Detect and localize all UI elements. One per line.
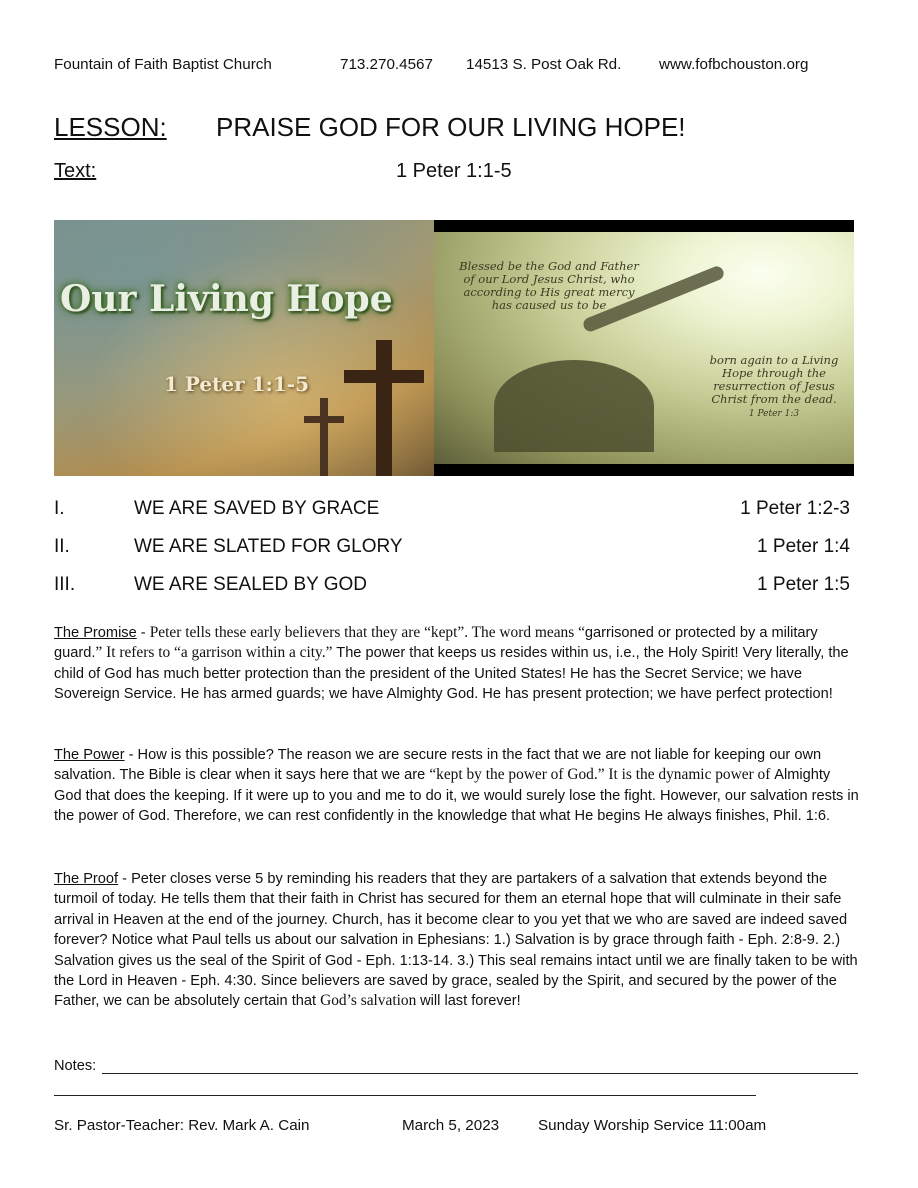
banner-reference: 1 Peter 1:1-5 — [164, 372, 309, 396]
paragraph-text: - — [136, 625, 150, 641]
paragraph-promise — [54, 623, 860, 705]
scripture-text-row — [54, 160, 512, 183]
church-website: www.fofbchouston.org — [659, 56, 809, 73]
notes-label: Notes: — [54, 1058, 97, 1074]
lesson-title: PRAISE GOD FOR OUR LIVING HOPE! — [216, 112, 686, 142]
banner-left-panel — [54, 220, 434, 476]
paragraph-text: will last forever! — [420, 993, 521, 1010]
paragraph-text: - Peter closes verse 5 by reminding his readers that they are partakers of a salvation that extends beyond the turmoil of today. He tells them that their faith in Christ has secured for them an eternal hope that will culminate in their safe arrival in Heaven at the end of the journey. Church, has it become clear to you yet that we who are saved are indeed saved forever? Notice what Paul tells us about our salvation in Ephesians: 1.) Salvation is by grace through faith - Eph. 2:8-9. 2.) Salvation gives us the seal of the Spirit of God - Eph. 1:13-14. 3.) This seal remains intact until we are finally taken to be with the Lord in Heaven - Eph. 4:30. Since believers are saved by grace, sealed by the Spirit, and secured by the power of the Father, we can be absolutely certain that — [54, 871, 858, 1010]
paragraph-power — [54, 745, 860, 827]
paragraph-lead: The Power — [54, 747, 125, 763]
outline-heading: WE ARE SAVED BY GRACE — [134, 498, 380, 519]
reaching-figure-icon — [494, 360, 654, 452]
crosses-icon — [54, 220, 434, 476]
outline-number: II. — [54, 536, 70, 557]
paragraph-text: - How is this possible? The reason we are secure rests in the fact that we are not liable for keeping our own salvation. The Bible is clear when it says here that we are — [54, 747, 822, 784]
text-label: Text: — [54, 160, 97, 182]
outline-reference: 1 Peter 1:4 — [757, 536, 850, 557]
service-date: March 5, 2023 — [402, 1117, 500, 1134]
lesson-heading — [54, 112, 686, 143]
lesson-banner-image — [54, 220, 854, 476]
paragraph-text: Almighty God that does the keeping. If it were up to you and me to do it, we would surely lose the fight. However, our salvation rests in the power of God. Therefore, we can rest confidently in the knowledge that what He begins He always finishes, Phil. 1:6. — [54, 767, 859, 825]
page-footer — [54, 1117, 766, 1134]
paragraph-lead: The Promise — [54, 625, 137, 641]
paragraph-proof — [54, 869, 860, 1012]
outline-reference: 1 Peter 1:2-3 — [740, 498, 850, 519]
church-phone: 713.270.4567 — [340, 56, 433, 73]
church-address: 14513 S. Post Oak Rd. — [466, 56, 622, 73]
pastor-name: Sr. Pastor-Teacher: Rev. Mark A. Cain — [54, 1117, 310, 1134]
notes-line — [102, 1073, 858, 1074]
outline-heading: WE ARE SLATED FOR GLORY — [134, 536, 403, 557]
banner-verse-citation: 1 Peter 1:3 — [748, 409, 800, 419]
paragraph-lead: The Proof — [54, 871, 119, 887]
church-name: Fountain of Faith Baptist Church — [54, 56, 272, 73]
church-header — [54, 56, 808, 73]
paragraph-text: ” It refers to “a garrison within a city.” — [95, 644, 337, 662]
banner-verse-top: Blessed be the God and Father of our Lord Jesus Christ, who according to His great mercy has caused us to be — [459, 259, 639, 312]
outline-reference: 1 Peter 1:5 — [757, 574, 850, 595]
lesson-label: LESSON: — [54, 112, 167, 142]
outline-heading: WE ARE SEALED BY GOD — [134, 574, 368, 595]
service-time: Sunday Worship Service 11:00am — [538, 1117, 767, 1134]
text-reference: 1 Peter 1:1-5 — [396, 160, 512, 182]
outline-number: III. — [54, 574, 76, 595]
paragraph-text: “kept by the power of God.” It is the dynamic power of — [429, 766, 775, 784]
paragraph-text: The power that keeps us resides within us, i.e., the Holy Spirit! Very literally, the child of God has much better protection than the president of the United States! He has the Secret Service; we have Sovereign Service. He has armed guards; we have Almighty God. He has present protection; we have perfect protection! — [54, 645, 849, 703]
banner-verse-bottom-text: born again to a Living Hope through the resurrection of Jesus Christ from the dead. — [709, 353, 839, 406]
notes-line — [54, 1095, 756, 1096]
paragraph-text: God’s salvation — [320, 992, 421, 1010]
banner-right-panel — [434, 220, 854, 476]
outline-number: I. — [54, 498, 65, 519]
paragraph-text: garrisoned or protected by a military guard. — [54, 625, 818, 662]
paragraph-text: Peter tells these early believers that they are “kept”. The word means “ — [149, 624, 585, 641]
banner-verse-bottom — [704, 354, 844, 421]
banner-title: Our Living Hope — [60, 278, 393, 320]
